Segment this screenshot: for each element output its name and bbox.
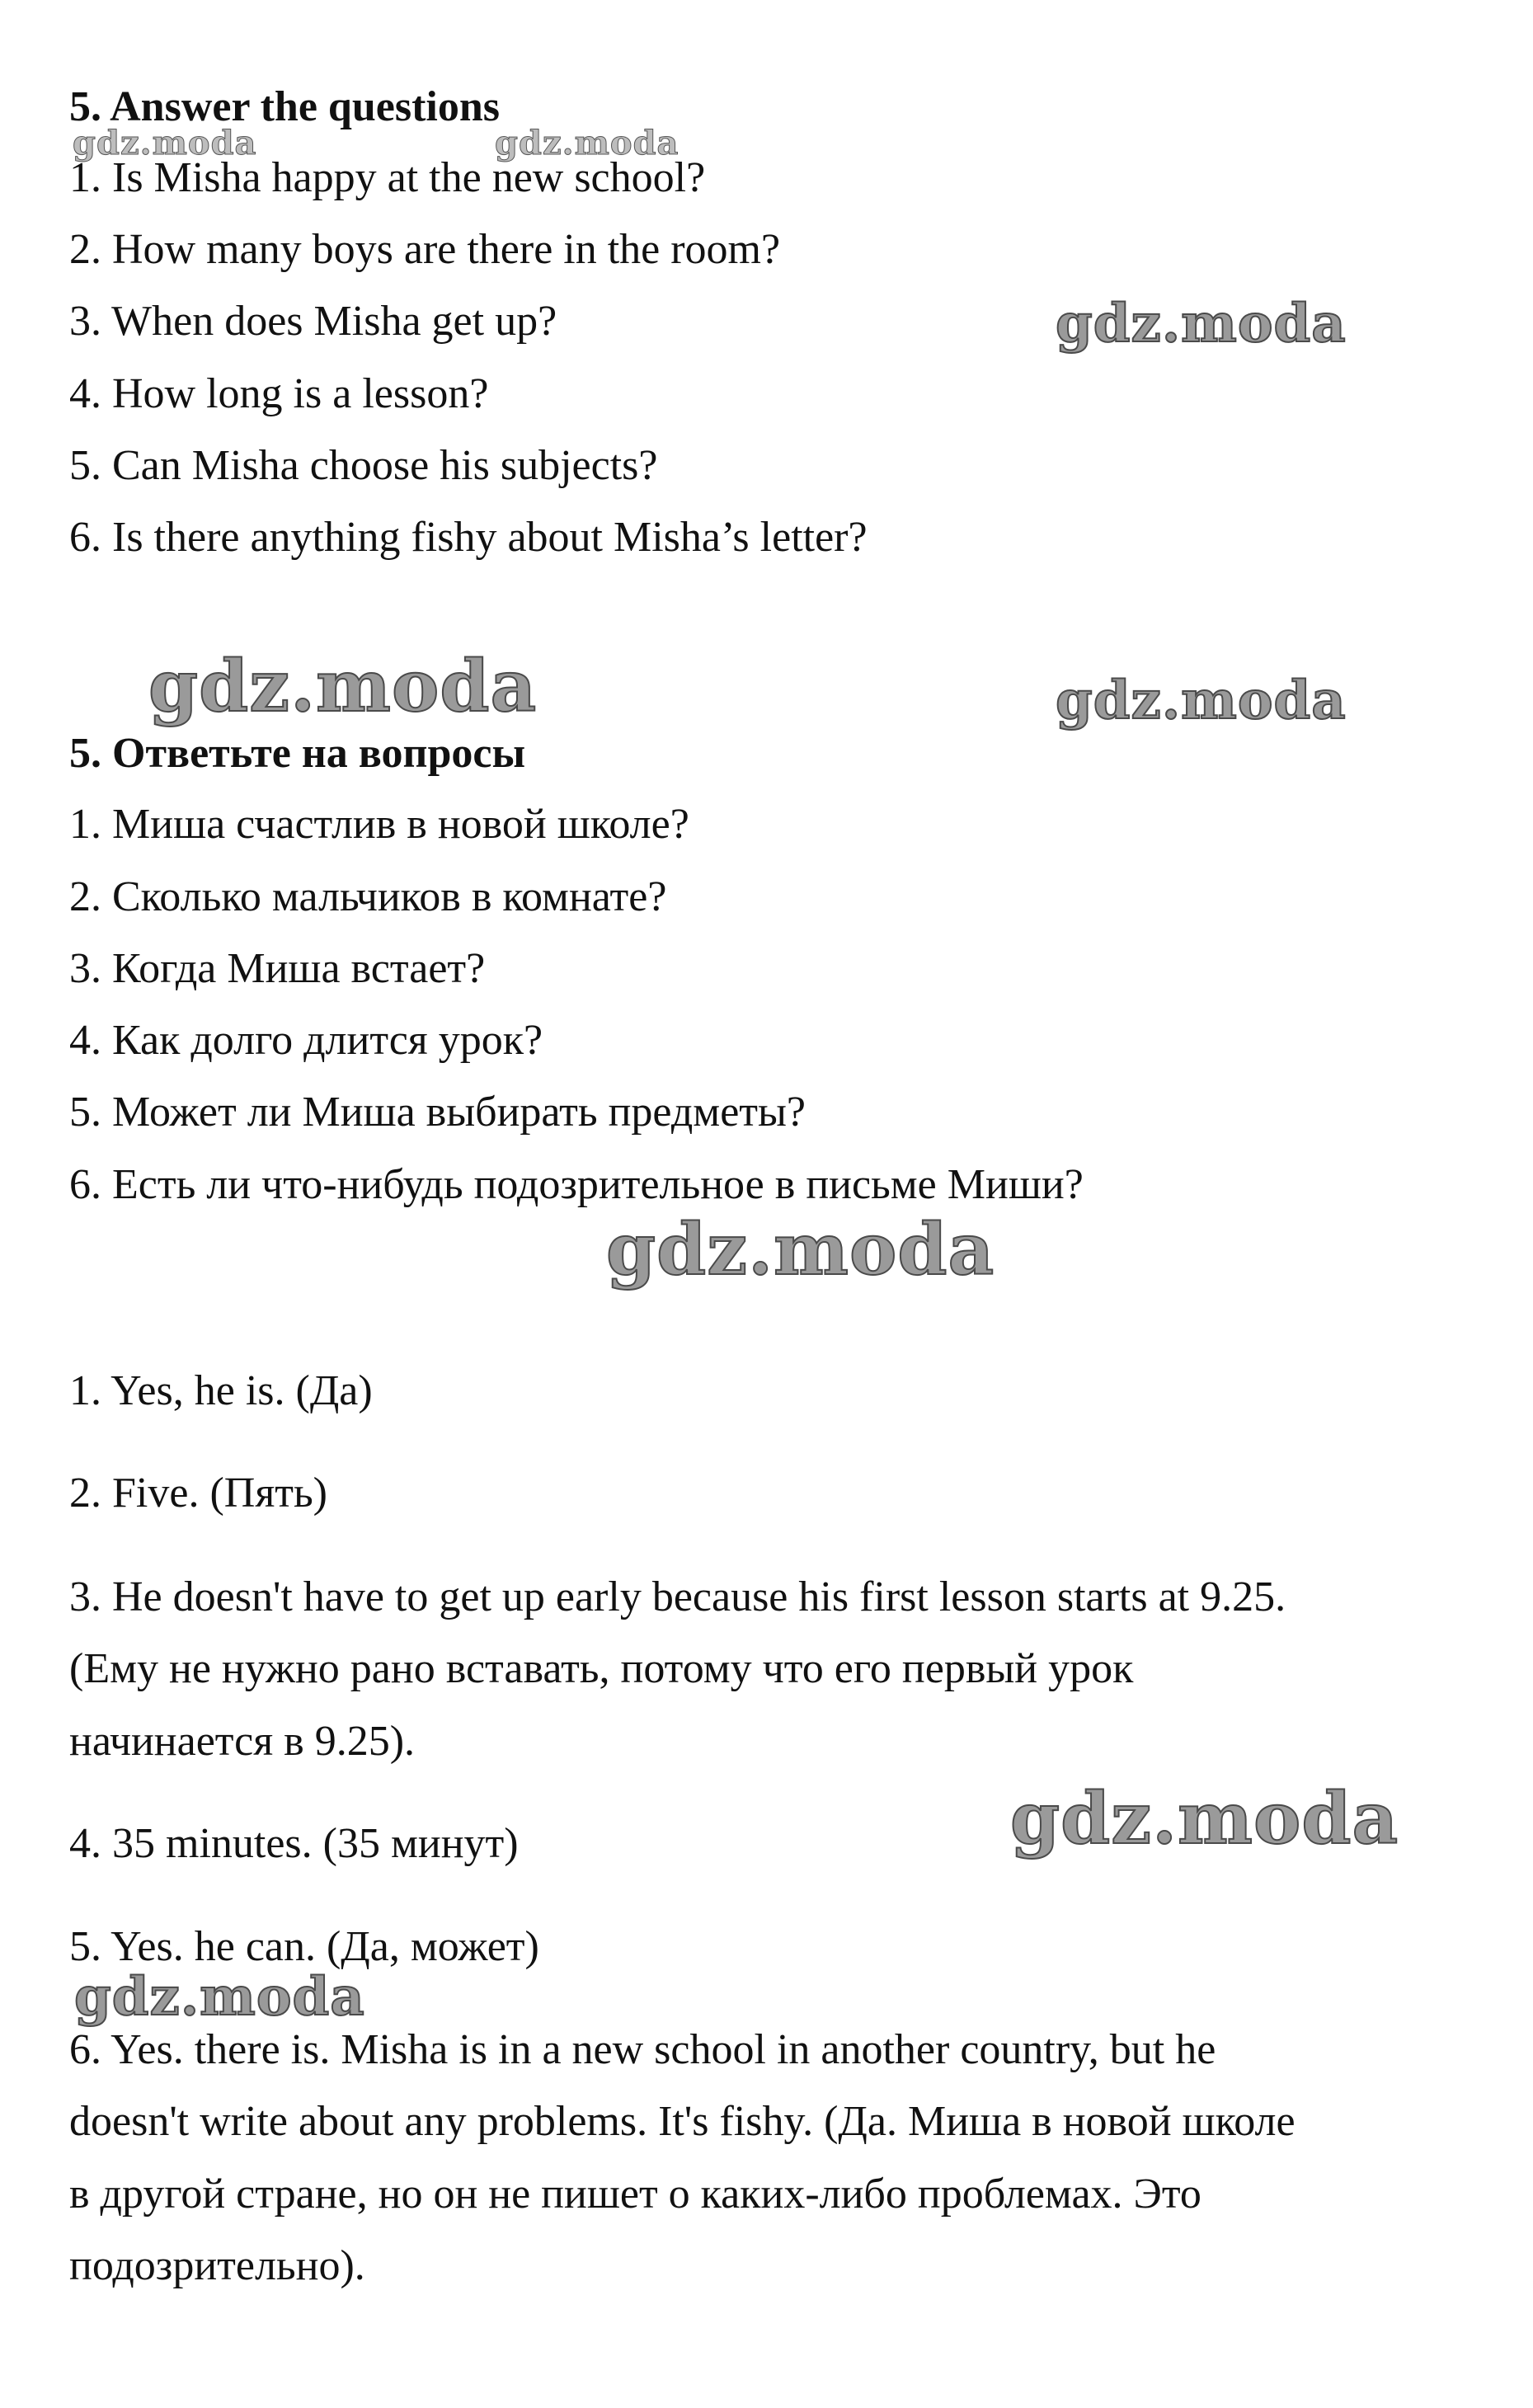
- question-en-4: 4. How long is a lesson?: [69, 370, 489, 417]
- answer-3-line-2: (Ему не нужно рано вставать, потому что его первый урок: [69, 1645, 1134, 1692]
- watermark-logo: gdz.moda: [1010, 1777, 1399, 1860]
- question-en-6: 6. Is there anything fishy about Misha’s letter?: [69, 514, 868, 561]
- answer-1: 1. Yes, he is. (Да): [69, 1367, 373, 1414]
- question-ru-2: 2. Сколько мальчиков в комнате?: [69, 873, 667, 920]
- question-en-3: 3. When does Misha get up?: [69, 298, 557, 345]
- watermark-logo: gdz.moda: [1056, 293, 1347, 355]
- answer-3-line-1: 3. He doesn't have to get up early because his first lesson starts at 9.25.: [69, 1573, 1286, 1620]
- answer-6-line-3: в другой стране, но он не пишет о каких-либо проблемах. Это: [69, 2170, 1201, 2218]
- watermark-logo: gdz.moda: [495, 124, 680, 162]
- watermark-logo: gdz.moda: [74, 1966, 365, 2028]
- question-ru-3: 3. Когда Миша встает?: [69, 945, 486, 992]
- question-en-1: 1. Is Misha happy at the new school?: [69, 154, 706, 201]
- question-ru-4: 4. Как долго длится урок?: [69, 1017, 543, 1064]
- watermark-logo: gdz.moda: [148, 645, 538, 728]
- section-title-en: 5. Answer the questions: [69, 83, 501, 130]
- section-title-ru: 5. Ответьте на вопросы: [69, 730, 526, 777]
- answer-5: 5. Yes. he can. (Да, может): [69, 1923, 539, 1970]
- question-ru-6: 6. Есть ли что-нибудь подозрительное в письме Миши?: [69, 1161, 1084, 1208]
- answer-6-line-2: doesn't write about any problems. It's fishy. (Да. Миша в новой школе: [69, 2098, 1296, 2145]
- question-ru-1: 1. Миша счастлив в новой школе?: [69, 801, 689, 848]
- watermark-logo: gdz.moda: [1056, 670, 1347, 731]
- question-ru-5: 5. Может ли Миша выбирать предметы?: [69, 1089, 806, 1136]
- answer-6-line-1: 6. Yes. there is. Misha is in a new school in another country, but he: [69, 2026, 1216, 2073]
- question-en-2: 2. How many boys are there in the room?: [69, 226, 781, 273]
- answer-4: 4. 35 minutes. (35 минут): [69, 1820, 519, 1867]
- answer-3-line-3: начинается в 9.25).: [69, 1718, 416, 1765]
- answer-6-line-4: подозрительно).: [69, 2242, 365, 2289]
- answer-2: 2. Five. (Пять): [69, 1470, 327, 1517]
- question-en-5: 5. Can Misha choose his subjects?: [69, 442, 658, 489]
- watermark-logo: gdz.moda: [73, 124, 257, 162]
- watermark-logo: gdz.moda: [606, 1208, 995, 1291]
